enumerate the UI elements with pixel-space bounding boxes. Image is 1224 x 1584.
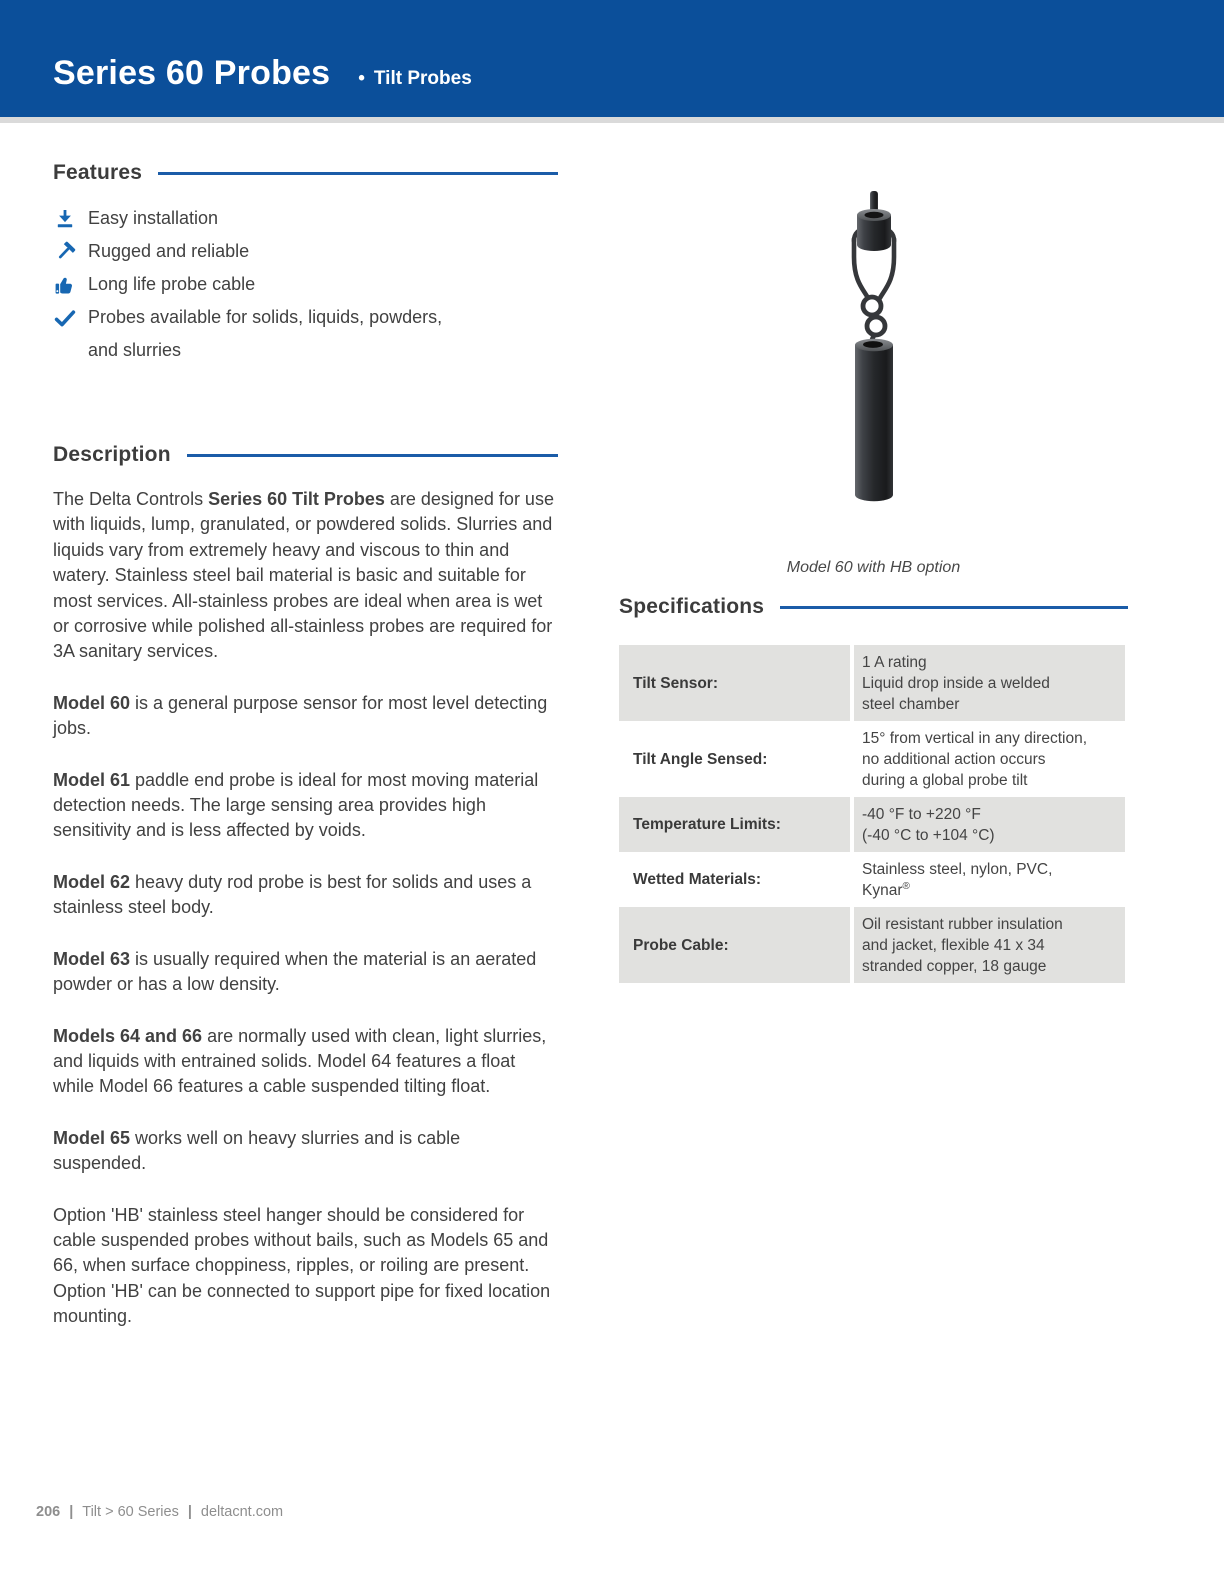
title-bullet: • xyxy=(358,68,365,89)
table-row xyxy=(619,721,1125,797)
feature-item xyxy=(53,202,558,235)
spec-value: 1 A rating Liquid drop inside a welded steel chamber xyxy=(854,645,1125,721)
description-heading-row xyxy=(53,443,558,467)
spec-value: -40 °F to +220 °F (-40 °C to +104 °C) xyxy=(854,797,1125,852)
specifications-rule xyxy=(780,606,1128,609)
features-heading-row xyxy=(53,161,558,185)
table-row xyxy=(619,852,1125,907)
download-icon xyxy=(53,202,77,235)
description-paragraph: Model 61 paddle end probe is ideal for most moving material detection needs. The large sensing area provides high sensitivity and is less affected by voids. xyxy=(53,769,539,841)
specifications-heading-row xyxy=(619,595,1128,619)
feature-label: Rugged and reliable xyxy=(88,241,250,261)
description-paragraph: The Delta Controls Series 60 Tilt Probes are designed for use with liquids, lump, granulated, or powdered solids. Slurries and liquids vary from extremely heavy and viscous to thin and watery. Stainless steel bail material is basic and suitable for most services. All-stainless probes are ideal when area is wet or corrosive while polished all-stainless probes are required for 3A sanitary services. xyxy=(53,489,554,662)
description-paragraph: Option 'HB' stainless steel hanger should be considered for cable suspended probes without bails, such as Models 65 and 66, when surface choppiness, ripples, or roiling are present. Option 'HB' can be connected to support pipe for fixed location mounting. xyxy=(53,1204,551,1327)
footer-separator: | xyxy=(69,1504,74,1520)
features-heading: Features xyxy=(53,161,143,184)
feature-item xyxy=(53,301,558,367)
table-row xyxy=(619,907,1125,983)
page-footer xyxy=(36,1504,283,1520)
features-section xyxy=(53,161,558,367)
page-number: 206 xyxy=(36,1504,61,1520)
thumbs-up-icon xyxy=(53,268,77,301)
registered-trademark: ® xyxy=(902,880,910,892)
feature-label: Easy installation xyxy=(88,208,219,228)
feature-list xyxy=(53,202,558,367)
spec-value: Oil resistant rubber insulation and jacket, flexible 41 x 34 stranded copper, 18 gauge xyxy=(854,907,1125,983)
description-paragraph: Model 63 is usually required when the material is an aerated powder or has a low density. xyxy=(53,948,537,995)
table-row xyxy=(619,797,1125,852)
table-row xyxy=(619,645,1125,721)
feature-label: Probes available for solids, liquids, powders, and slurries xyxy=(88,307,443,360)
description-paragraph: Model 62 heavy duty rod probe is best for solids and uses a stainless steel body. xyxy=(53,871,532,918)
description-body xyxy=(53,487,558,1330)
probe-image xyxy=(619,185,1128,507)
feature-label: Long life probe cable xyxy=(88,274,256,294)
specifications-heading: Specifications xyxy=(619,595,765,618)
footer-separator: | xyxy=(187,1504,192,1520)
specifications-section xyxy=(619,595,1128,983)
description-paragraph: Model 65 works well on heavy slurries and is cable suspended. xyxy=(53,1127,461,1174)
page-title: Series 60 Probes xyxy=(53,54,331,92)
right-column xyxy=(619,123,1128,983)
hammer-icon xyxy=(53,235,77,268)
feature-item xyxy=(53,268,558,301)
left-column xyxy=(53,123,558,1330)
page-header xyxy=(0,0,1224,117)
check-icon xyxy=(53,301,77,334)
description-paragraph: Model 60 is a general purpose sensor for most level detecting jobs. xyxy=(53,692,548,739)
spec-label: Tilt Angle Sensed: xyxy=(619,721,850,797)
features-rule xyxy=(158,172,558,175)
description-rule xyxy=(187,454,558,457)
spec-label: Temperature Limits: xyxy=(619,797,850,852)
spec-label: Tilt Sensor: xyxy=(619,645,850,721)
spec-label: Probe Cable: xyxy=(619,907,850,983)
feature-item xyxy=(53,235,558,268)
website-link: deltacnt.com xyxy=(200,1504,284,1520)
description-section xyxy=(53,443,558,1330)
page-subtitle: Tilt Probes xyxy=(373,68,472,89)
spec-value: Stainless steel, nylon, PVC, Kynar® xyxy=(854,852,1125,907)
description-heading: Description xyxy=(53,443,171,466)
spec-value: 15° from vertical in any direction, no additional action occurs during a global probe tilt xyxy=(854,721,1125,797)
spec-label: Wetted Materials: xyxy=(619,852,850,907)
description-paragraph: Models 64 and 66 are normally used with clean, light slurries, and liquids with entrained solids. Model 64 features a float while Model 66 features a cable suspended tilting float. xyxy=(53,1025,547,1097)
specifications-table xyxy=(619,645,1125,983)
breadcrumb: Tilt > 60 Series xyxy=(82,1504,179,1520)
figure-caption: Model 60 with HB option xyxy=(786,559,961,576)
